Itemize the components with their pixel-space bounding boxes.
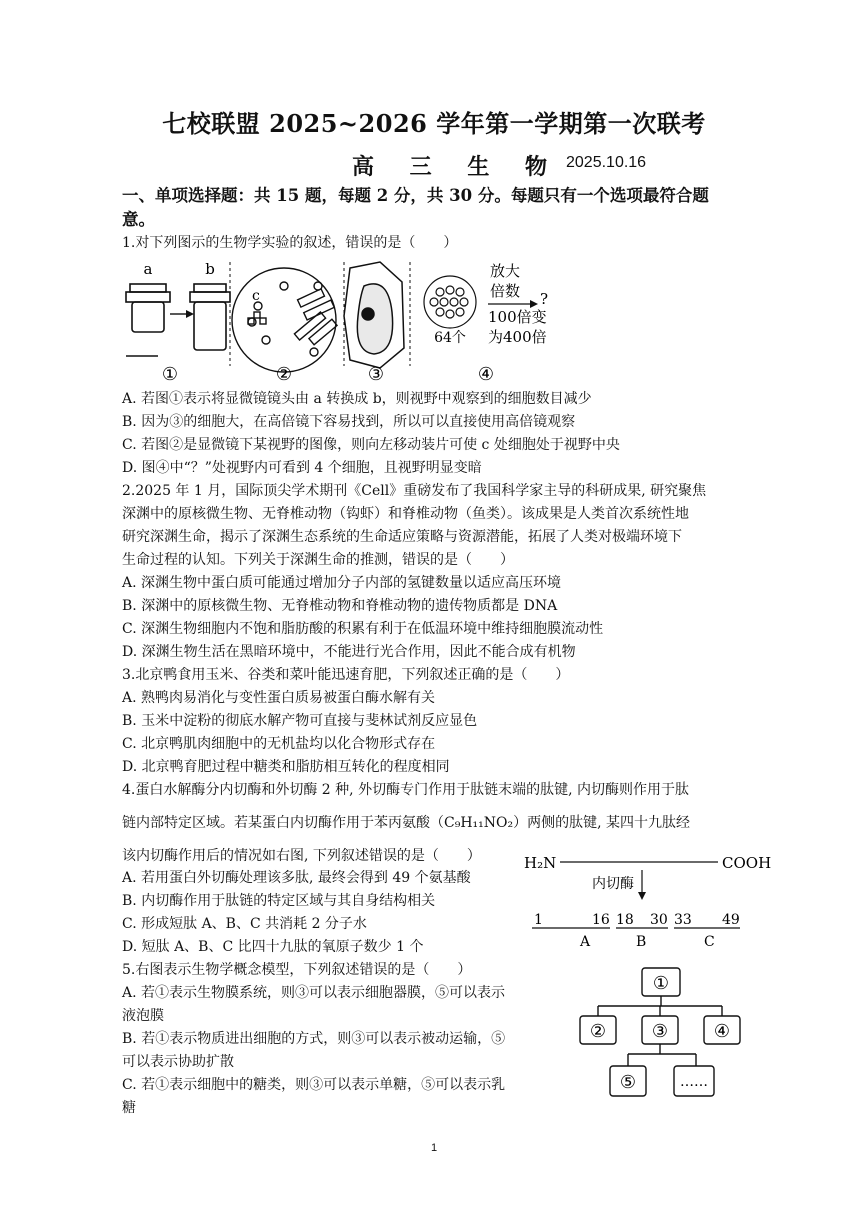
- q2-option-a: A. 深渊生物中蛋白质可能通过增加分子内部的氢键数量以适应高压环境: [122, 575, 562, 591]
- svg-text:①: ①: [161, 364, 179, 385]
- svg-text:④: ④: [713, 1021, 731, 1042]
- q3-option-b: B. 玉米中淀粉的彻底水解产物可直接与斐林试剂反应显色: [122, 713, 478, 729]
- q4-option-a: A. 若用蛋白外切酶处理该多肽, 最终会得到 49 个氨基酸: [122, 870, 471, 886]
- q5-option-b-line1: B. 若①表示物质进出细胞的方式，则③可以表示被动运输，⑤: [122, 1031, 506, 1047]
- lens-b-icon: [190, 284, 230, 350]
- svg-text:①: ①: [652, 973, 670, 994]
- q3-option-a: A. 熟鸭肉易消化与变性蛋白质易被蛋白酶水解有关: [122, 690, 436, 706]
- question-3-stem: 3.北京鸭食用玉米、谷类和菜叶能迅速育肥，下列叙述正确的是（ ）: [122, 667, 570, 683]
- q3-option-c: C. 北京鸭肌肉细胞中的无机盐均以化合物形式存在: [122, 736, 436, 752]
- svg-text:……: ……: [680, 1074, 708, 1090]
- peptide-cleavage-figure: [524, 850, 780, 948]
- lens-a-label: a: [143, 260, 153, 278]
- question-5-stem: 5.右图表示生物学概念模型，下列叙述错误的是（ ）: [122, 962, 472, 978]
- q5-option-a-line2: 液泡膜: [122, 1008, 164, 1024]
- plant-cell-icon: [344, 262, 404, 368]
- svg-text:②: ②: [589, 1021, 607, 1042]
- svg-text:为400倍: 为400倍: [488, 328, 547, 346]
- cell-count: 64个: [434, 330, 466, 346]
- question-4-line1: 4.蛋白水解酶分内切酶和外切酶 2 种, 外切酶专门作用于肽链末端的肽键, 内切酶则作用于肽: [122, 782, 689, 798]
- question-2-line1: 2.2025 年 1 月，国际顶尖学术期刊《Cell》重磅发布了我国科学家主导的科研成果, 研究聚焦: [122, 483, 707, 499]
- svg-text:?: ?: [540, 290, 549, 308]
- svg-text:③: ③: [367, 364, 385, 385]
- lens-a-icon: [126, 284, 170, 356]
- svg-text:④: ④: [477, 364, 495, 385]
- q5-option-c-line1: C. 若①表示细胞中的糖类，则③可以表示单糖，⑤可以表示乳: [122, 1077, 506, 1093]
- q2-option-b: B. 深渊中的原核微生物、无脊椎动物和脊椎动物的遗传物质都是 DNA: [122, 598, 558, 614]
- question-1-stem: 1.对下列图示的生物学实验的叙述，错误的是（ ）: [122, 235, 458, 251]
- q5-option-a-line1: A. 若①表示生物膜系统，则③可以表示细胞器膜，⑤可以表示: [122, 985, 506, 1001]
- svg-text:49: 49: [722, 912, 740, 928]
- svg-text:⑤: ⑤: [619, 1072, 637, 1093]
- q5-option-b-line2: 可以表示协助扩散: [122, 1054, 234, 1070]
- svg-text:C: C: [704, 934, 715, 948]
- svg-text:H₂N: H₂N: [524, 854, 557, 872]
- microscope-field-icon: [232, 268, 337, 372]
- svg-text:②: ②: [275, 364, 293, 385]
- q3-option-d: D. 北京鸭育肥过程中糖类和脂肪相互转化的程度相同: [122, 759, 450, 775]
- svg-text:B: B: [636, 934, 647, 948]
- subject-title: 高 三 生 物: [352, 154, 561, 180]
- svg-text:100倍变: 100倍变: [488, 308, 547, 326]
- svg-text:16: 16: [592, 912, 610, 928]
- q2-option-d: D. 深渊生物生活在黑暗环境中，不能进行光合作用，因此不能合成有机物: [122, 644, 576, 660]
- q1-option-c: C. 若图②是显微镜下某视野的图像，则向左移动装片可使 c 处细胞处于视野中央: [122, 437, 620, 453]
- concept-model-figure: [576, 966, 752, 1106]
- question-2-line3: 研究深渊生命，揭示了深渊生态系统的生命适应策略与资源潜能，拓展了人类对极端环境下: [122, 529, 682, 545]
- lens-b-label: b: [205, 260, 215, 278]
- q1-option-b: B. 因为③的细胞大，在高倍镜下容易找到，所以可以直接使用高倍镜观察: [122, 414, 576, 430]
- q1-option-d: D. 图④中“？”处视野内可看到 4 个细胞，且视野明显变暗: [122, 460, 482, 476]
- svg-text:A: A: [580, 934, 591, 948]
- section-heading: 一、单项选择题：共 15 题，每题 2 分，共 30 分。每题只有一个选项最符合题 意。: [122, 186, 709, 229]
- question-2-line2: 深渊中的原核微生物、无脊椎动物（钩虾）和脊椎动物（鱼类）。该成果是人类首次系统性地: [122, 506, 689, 522]
- svg-text:放大: 放大: [490, 262, 521, 280]
- q2-option-c: C. 深渊生物细胞内不饱和脂肪酸的积累有利于在低温环境中维持细胞膜流动性: [122, 621, 604, 637]
- question-4-line3: 该内切酶作用后的情况如右图, 下列叙述错误的是（ ）: [122, 848, 481, 864]
- q4-option-d: D. 短肽 A、B、C 比四十九肽的氧原子数少 1 个: [122, 939, 424, 955]
- question-4-line2: 链内部特定区域。若某蛋白内切酶作用于苯丙氨酸（C₉H₁₁NO₂）两侧的肽键, 某四十九肽经: [122, 815, 690, 831]
- q4-option-c: C. 形成短肽 A、B、C 共消耗 2 分子水: [122, 916, 367, 932]
- svg-text:倍数: 倍数: [490, 282, 521, 300]
- q1-option-a: A. 若图①表示将显微镜镜头由 a 转换成 b，则视野中观察到的细胞数目减少: [122, 391, 592, 407]
- page-number: 1: [430, 1142, 438, 1154]
- svg-text:1: 1: [534, 912, 543, 928]
- cell-c-label: c: [252, 288, 260, 304]
- q1-figure: [118, 256, 558, 386]
- svg-text:33: 33: [674, 912, 692, 928]
- exam-date: 2025.10.16: [566, 154, 647, 171]
- svg-text:③: ③: [651, 1021, 669, 1042]
- svg-text:30: 30: [650, 912, 668, 928]
- q4-option-b: B. 内切酶作用于肽链的特定区域与其自身结构相关: [122, 893, 436, 909]
- dense-cells-icon: [424, 276, 476, 328]
- svg-text:18: 18: [616, 912, 634, 928]
- question-2-line4: 生命过程的认知。下列关于深渊生命的推测，错误的是（ ）: [122, 552, 514, 568]
- svg-text:COOH: COOH: [722, 854, 772, 872]
- q5-option-c-line2: 糖: [122, 1100, 136, 1116]
- exam-title: 七校联盟 2025~2026 学年第一学期第一次联考: [162, 109, 706, 138]
- svg-text:内切酶: 内切酶: [592, 876, 634, 892]
